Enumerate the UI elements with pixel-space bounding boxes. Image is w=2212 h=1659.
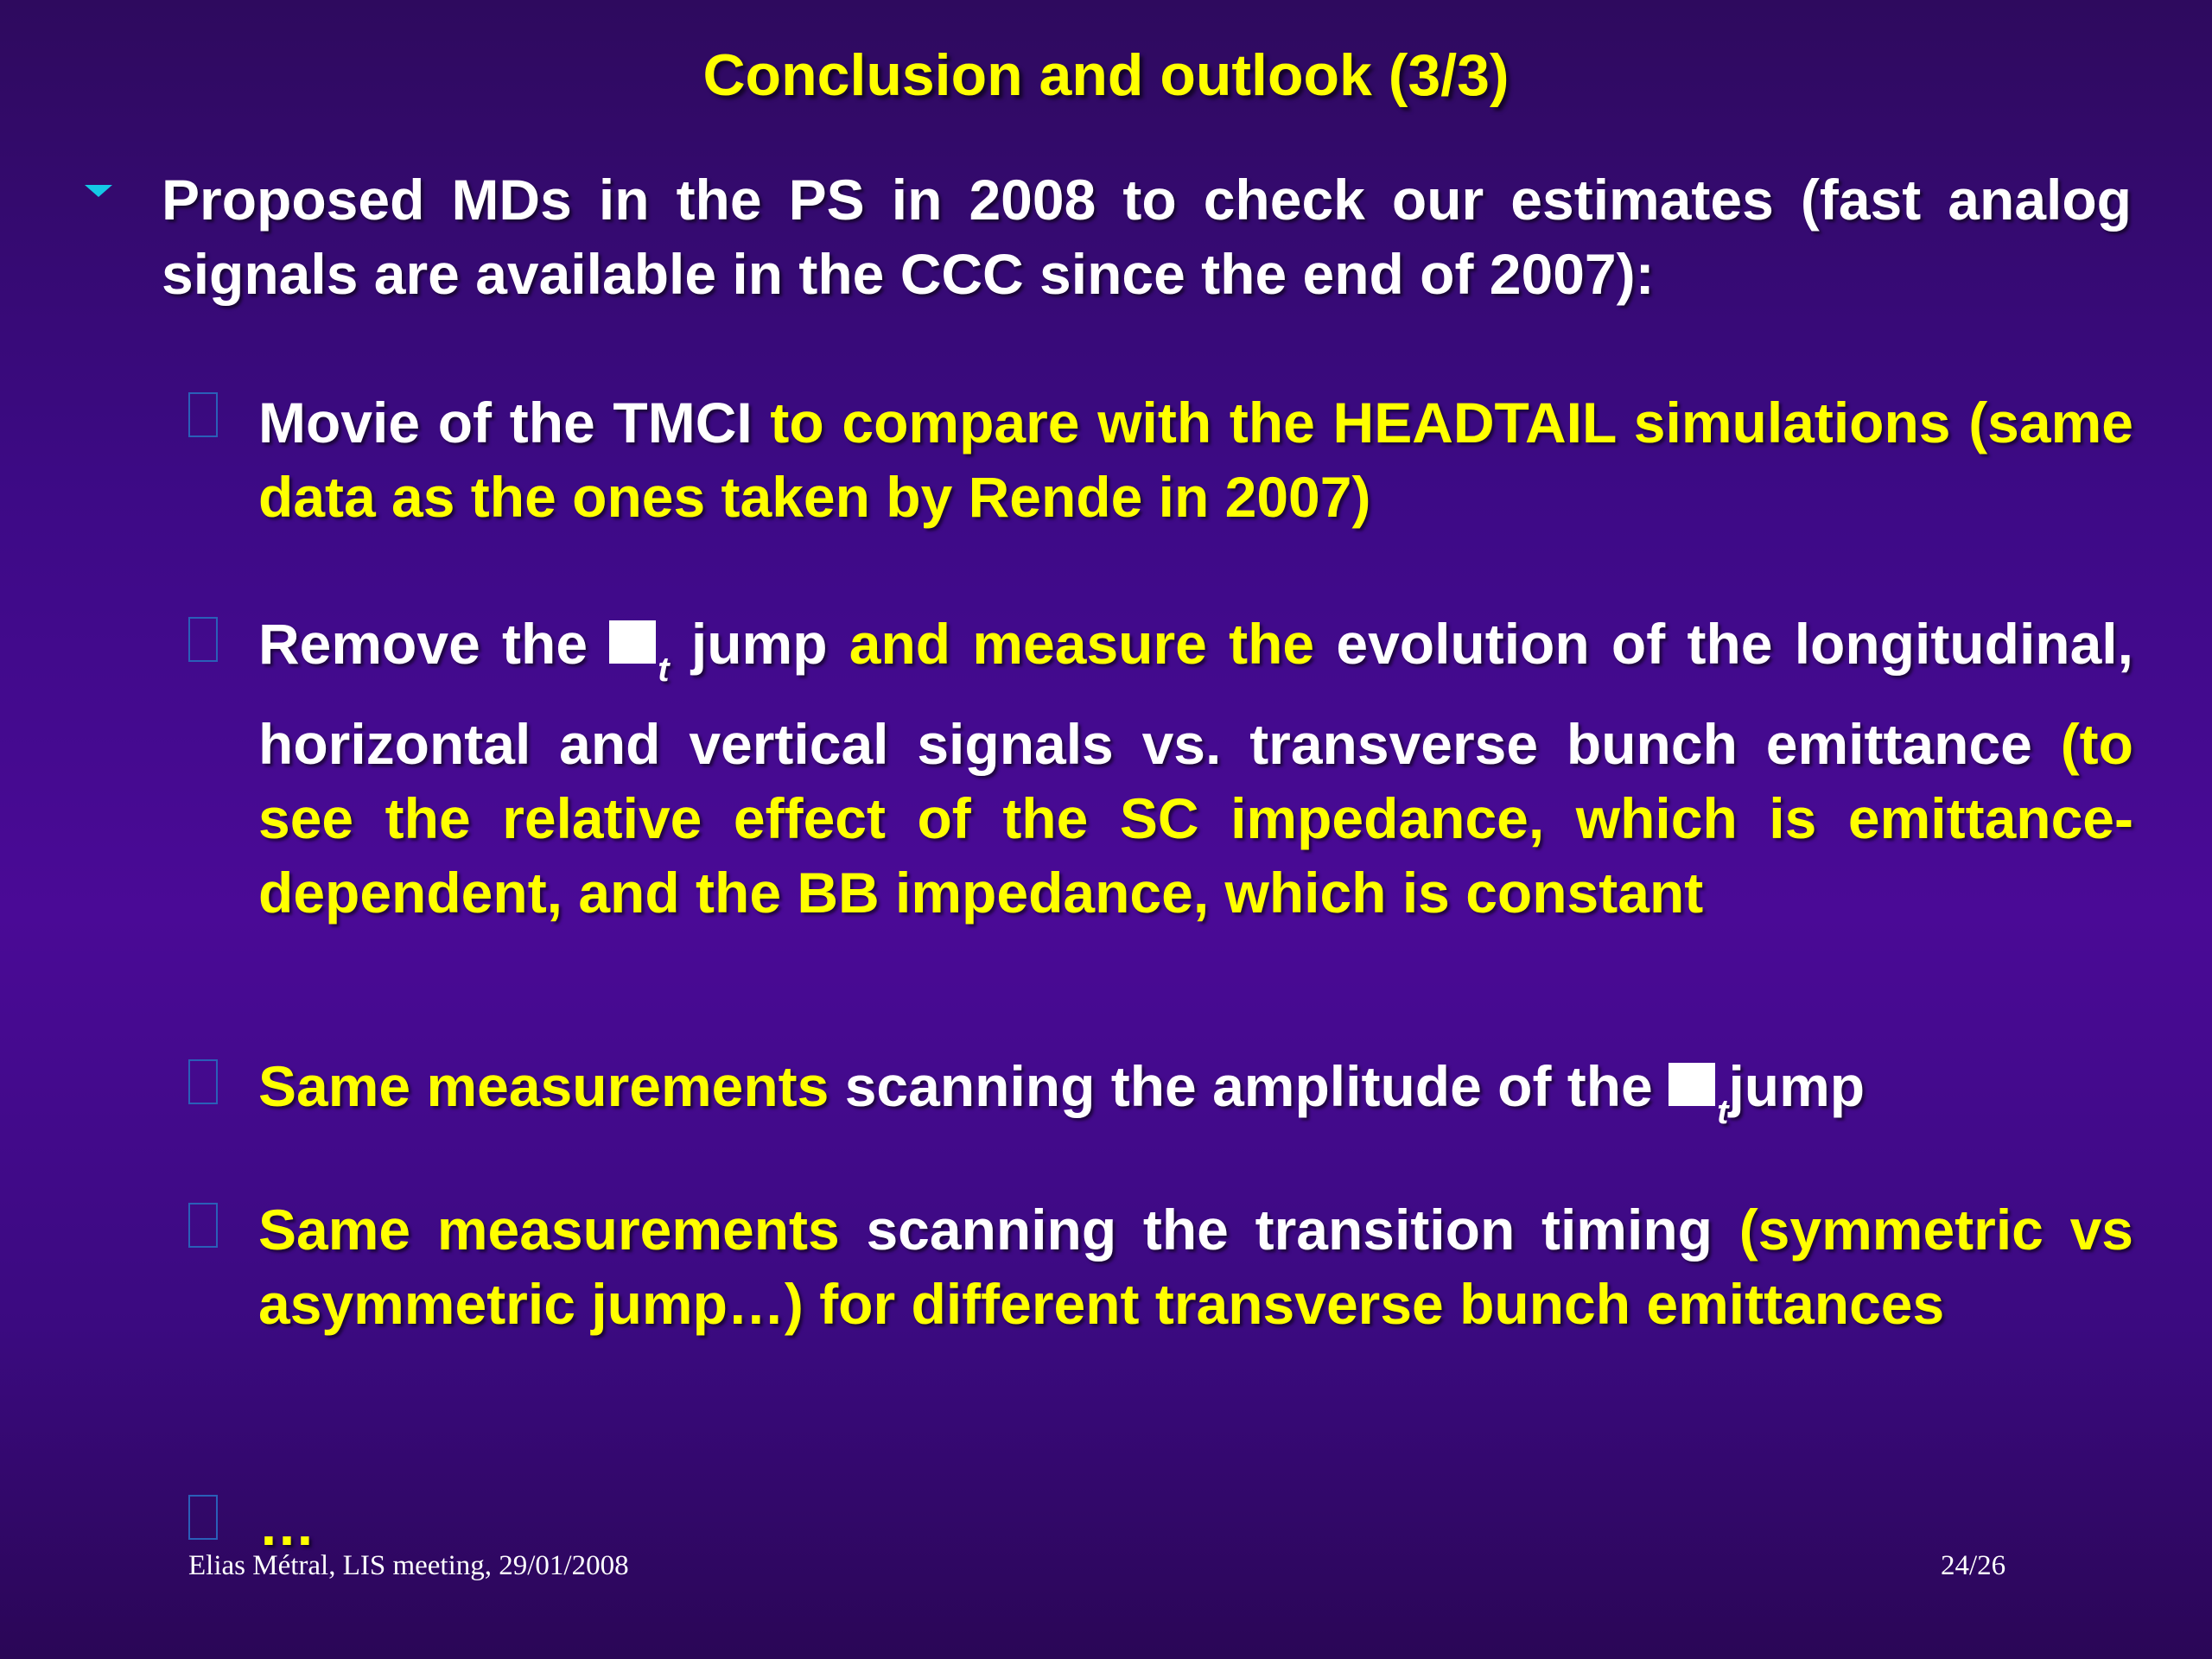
list-item	[258, 385, 2133, 534]
square-bullet-icon	[188, 1495, 218, 1540]
symbol-subscript: t	[1717, 1093, 1729, 1131]
list-item	[258, 1049, 2133, 1149]
item-text-white: jump	[690, 612, 828, 676]
item-text-yellow: (symmetric vs asymmetric jump…) for different transverse bunch emittances	[258, 1198, 2133, 1336]
item-text-white: evolution of the longitudinal, horizontal and vertical signals vs. transverse bunch emittance	[258, 612, 2133, 776]
footer-author: Elias Métral, LIS meeting, 29/01/2008	[188, 1550, 629, 1581]
item-text-yellow: (to see the relative effect of the SC impedance, which is emittance-dependent, and the BB impedance, which is constant	[258, 712, 2133, 925]
square-bullet-icon	[188, 1059, 218, 1104]
list-item	[258, 607, 2133, 930]
item-text-white: jump	[1728, 1054, 1866, 1118]
item-text-yellow: Same measurements	[258, 1054, 830, 1118]
gamma-symbol	[609, 612, 670, 689]
page-number: 24/26	[1941, 1550, 2006, 1581]
symbol-box-icon	[1669, 1063, 1715, 1106]
item-text-yellow: and measure the	[849, 612, 1315, 676]
item-text-yellow: Same measurements	[258, 1198, 840, 1262]
square-bullet-icon	[188, 1203, 218, 1248]
square-bullet-icon	[188, 617, 218, 662]
square-bullet-icon	[188, 392, 218, 437]
gamma-symbol	[1669, 1054, 1729, 1131]
item-text-white: Remove the	[258, 612, 588, 676]
list-item	[258, 1192, 2133, 1341]
item-text-yellow: to compare with the HEADTAIL simulations (same data as the ones taken by Rende in 2007)	[258, 391, 2133, 529]
item-text-white: scanning the transition timing	[866, 1198, 1713, 1262]
symbol-box-icon	[609, 620, 656, 664]
symbol-subscript: t	[658, 651, 670, 689]
item-text-white: scanning the amplitude of the	[844, 1054, 1653, 1118]
main-bullet-text: Proposed MDs in the PS in 2008 to check our estimates (fast analog signals are available in the CCC since the end of 2007):	[162, 168, 2132, 306]
triangle-bullet-icon	[85, 185, 112, 197]
item-text-yellow: …	[258, 1493, 315, 1557]
item-text-white: Movie of the TMCI	[258, 391, 753, 454]
slide-title: Conclusion and outlook (3/3)	[702, 42, 1510, 108]
